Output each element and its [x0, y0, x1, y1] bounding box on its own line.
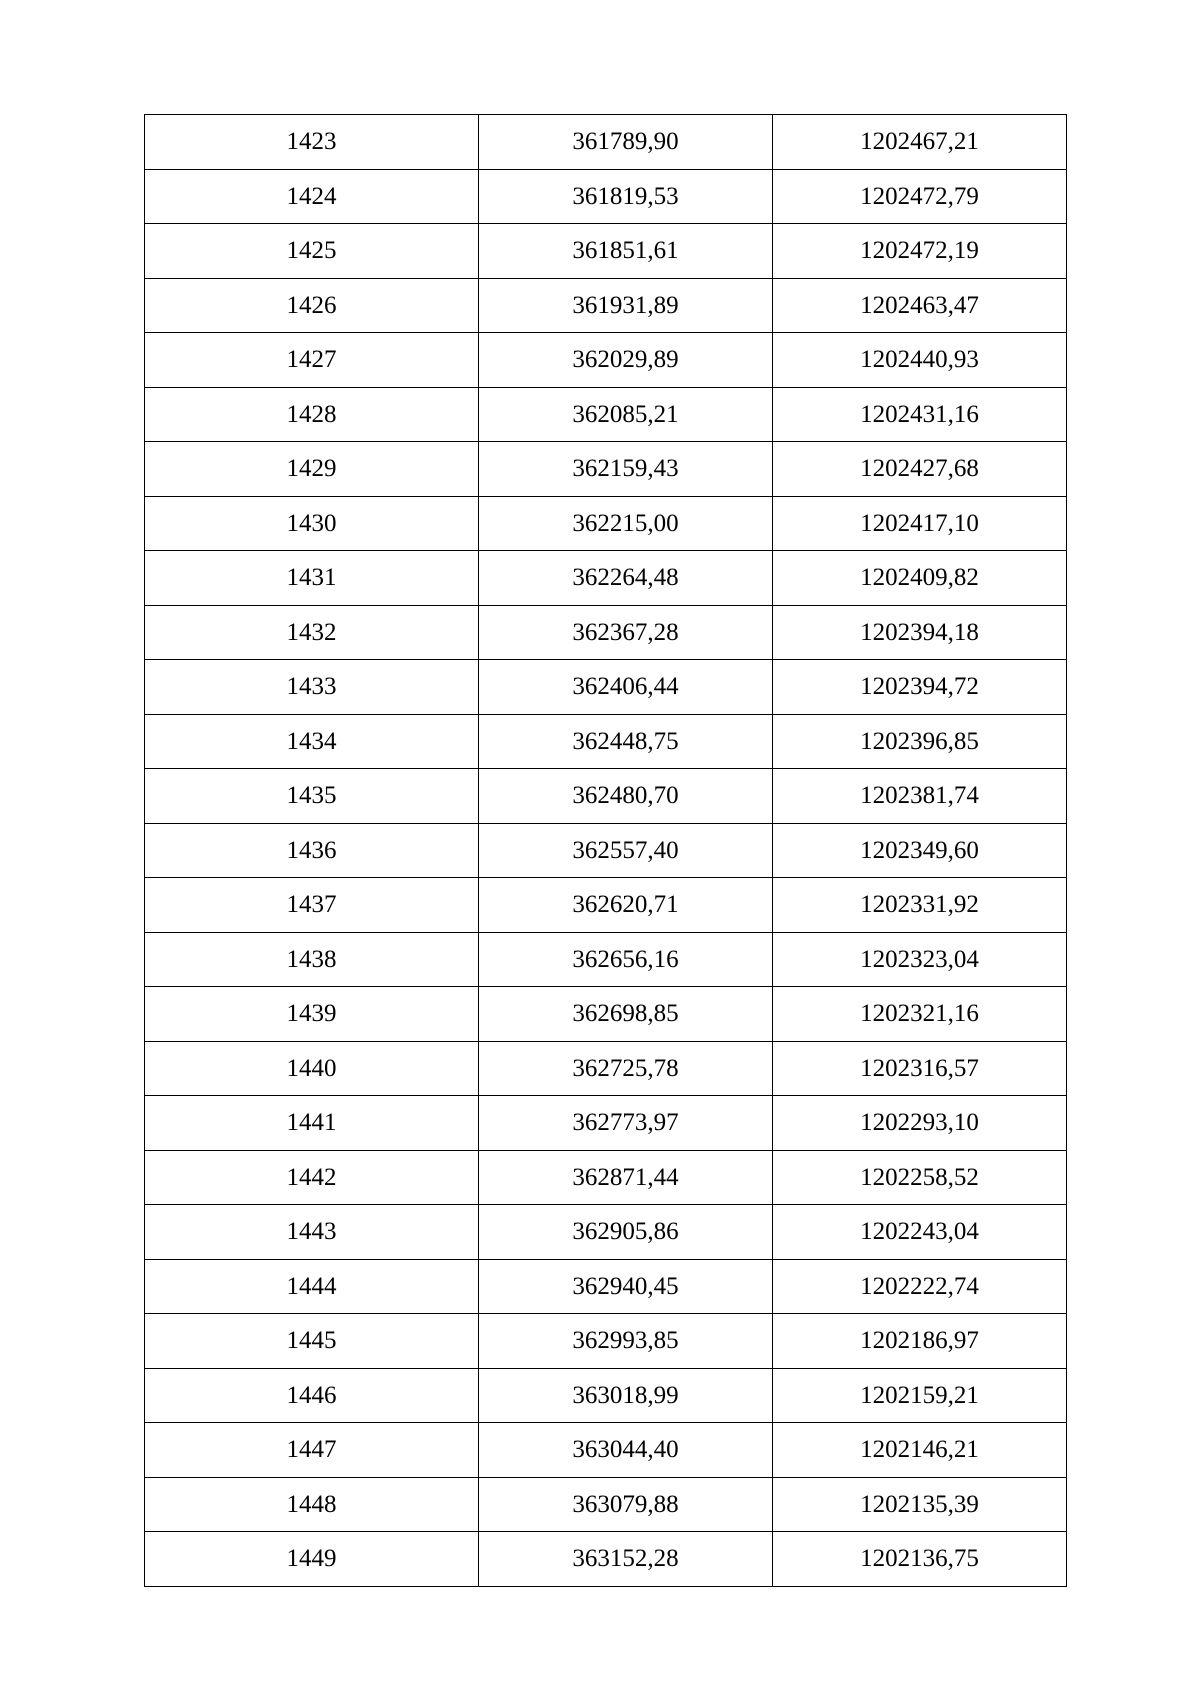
y-coordinate-cell: 1202463,47: [773, 278, 1067, 333]
point-number-cell: 1435: [145, 769, 479, 824]
x-coordinate-cell: 362264,48: [479, 551, 773, 606]
x-coordinate-cell: 363044,40: [479, 1423, 773, 1478]
point-number-cell: 1436: [145, 823, 479, 878]
x-coordinate-cell: 361931,89: [479, 278, 773, 333]
table-row: [145, 442, 1067, 497]
point-number-cell: 1447: [145, 1423, 479, 1478]
table-row: [145, 1368, 1067, 1423]
point-number-cell: 1441: [145, 1096, 479, 1151]
point-number-cell: 1424: [145, 169, 479, 224]
table-row: [145, 769, 1067, 824]
point-number-cell: 1432: [145, 605, 479, 660]
table-row: [145, 660, 1067, 715]
x-coordinate-cell: 362993,85: [479, 1314, 773, 1369]
point-number-cell: 1423: [145, 115, 479, 170]
point-number-cell: 1431: [145, 551, 479, 606]
point-number-cell: 1428: [145, 387, 479, 442]
point-number-cell: 1425: [145, 224, 479, 279]
point-number-cell: 1439: [145, 987, 479, 1042]
table-row: [145, 224, 1067, 279]
table-row: [145, 115, 1067, 170]
table-row: [145, 714, 1067, 769]
y-coordinate-cell: 1202349,60: [773, 823, 1067, 878]
x-coordinate-cell: 362871,44: [479, 1150, 773, 1205]
point-number-cell: 1429: [145, 442, 479, 497]
point-number-cell: 1433: [145, 660, 479, 715]
y-coordinate-cell: 1202146,21: [773, 1423, 1067, 1478]
x-coordinate-cell: 362448,75: [479, 714, 773, 769]
y-coordinate-cell: 1202394,18: [773, 605, 1067, 660]
y-coordinate-cell: 1202396,85: [773, 714, 1067, 769]
y-coordinate-cell: 1202467,21: [773, 115, 1067, 170]
table-row: [145, 1150, 1067, 1205]
y-coordinate-cell: 1202186,97: [773, 1314, 1067, 1369]
point-number-cell: 1446: [145, 1368, 479, 1423]
point-number-cell: 1444: [145, 1259, 479, 1314]
y-coordinate-cell: 1202472,19: [773, 224, 1067, 279]
y-coordinate-cell: 1202321,16: [773, 987, 1067, 1042]
x-coordinate-cell: 361851,61: [479, 224, 773, 279]
y-coordinate-cell: 1202472,79: [773, 169, 1067, 224]
y-coordinate-cell: 1202440,93: [773, 333, 1067, 388]
point-number-cell: 1442: [145, 1150, 479, 1205]
y-coordinate-cell: 1202331,92: [773, 878, 1067, 933]
table-row: [145, 1205, 1067, 1260]
x-coordinate-cell: 363152,28: [479, 1532, 773, 1587]
point-number-cell: 1430: [145, 496, 479, 551]
y-coordinate-cell: 1202431,16: [773, 387, 1067, 442]
table-row: [145, 1041, 1067, 1096]
table-row: [145, 278, 1067, 333]
table-row: [145, 932, 1067, 987]
x-coordinate-cell: 362029,89: [479, 333, 773, 388]
x-coordinate-cell: 363018,99: [479, 1368, 773, 1423]
x-coordinate-cell: 362940,45: [479, 1259, 773, 1314]
table-row: [145, 496, 1067, 551]
point-number-cell: 1437: [145, 878, 479, 933]
x-coordinate-cell: 362656,16: [479, 932, 773, 987]
table-row: [145, 605, 1067, 660]
y-coordinate-cell: 1202394,72: [773, 660, 1067, 715]
table-row: [145, 823, 1067, 878]
x-coordinate-cell: 361819,53: [479, 169, 773, 224]
x-coordinate-cell: 362480,70: [479, 769, 773, 824]
point-number-cell: 1434: [145, 714, 479, 769]
table-row: [145, 1477, 1067, 1532]
y-coordinate-cell: 1202409,82: [773, 551, 1067, 606]
point-number-cell: 1440: [145, 1041, 479, 1096]
point-number-cell: 1426: [145, 278, 479, 333]
y-coordinate-cell: 1202381,74: [773, 769, 1067, 824]
y-coordinate-cell: 1202243,04: [773, 1205, 1067, 1260]
table-row: [145, 387, 1067, 442]
table-row: [145, 878, 1067, 933]
x-coordinate-cell: 362773,97: [479, 1096, 773, 1151]
x-coordinate-cell: 362698,85: [479, 987, 773, 1042]
table-row: [145, 169, 1067, 224]
table-row: [145, 551, 1067, 606]
y-coordinate-cell: 1202258,52: [773, 1150, 1067, 1205]
y-coordinate-cell: 1202135,39: [773, 1477, 1067, 1532]
x-coordinate-cell: 361789,90: [479, 115, 773, 170]
x-coordinate-cell: 362215,00: [479, 496, 773, 551]
x-coordinate-cell: 363079,88: [479, 1477, 773, 1532]
x-coordinate-cell: 362085,21: [479, 387, 773, 442]
x-coordinate-cell: 362367,28: [479, 605, 773, 660]
x-coordinate-cell: 362905,86: [479, 1205, 773, 1260]
y-coordinate-cell: 1202427,68: [773, 442, 1067, 497]
point-number-cell: 1448: [145, 1477, 479, 1532]
coordinate-table: [144, 114, 1067, 1587]
x-coordinate-cell: 362620,71: [479, 878, 773, 933]
y-coordinate-cell: 1202159,21: [773, 1368, 1067, 1423]
y-coordinate-cell: 1202323,04: [773, 932, 1067, 987]
point-number-cell: 1438: [145, 932, 479, 987]
y-coordinate-cell: 1202293,10: [773, 1096, 1067, 1151]
table-row: [145, 987, 1067, 1042]
point-number-cell: 1443: [145, 1205, 479, 1260]
x-coordinate-cell: 362725,78: [479, 1041, 773, 1096]
table-row: [145, 1314, 1067, 1369]
y-coordinate-cell: 1202417,10: [773, 496, 1067, 551]
point-number-cell: 1445: [145, 1314, 479, 1369]
table-row: [145, 333, 1067, 388]
table-row: [145, 1096, 1067, 1151]
point-number-cell: 1427: [145, 333, 479, 388]
y-coordinate-cell: 1202316,57: [773, 1041, 1067, 1096]
x-coordinate-cell: 362557,40: [479, 823, 773, 878]
y-coordinate-cell: 1202136,75: [773, 1532, 1067, 1587]
table-row: [145, 1532, 1067, 1587]
x-coordinate-cell: 362159,43: [479, 442, 773, 497]
coordinate-table-body: [145, 115, 1067, 1587]
point-number-cell: 1449: [145, 1532, 479, 1587]
y-coordinate-cell: 1202222,74: [773, 1259, 1067, 1314]
x-coordinate-cell: 362406,44: [479, 660, 773, 715]
table-row: [145, 1259, 1067, 1314]
table-row: [145, 1423, 1067, 1478]
